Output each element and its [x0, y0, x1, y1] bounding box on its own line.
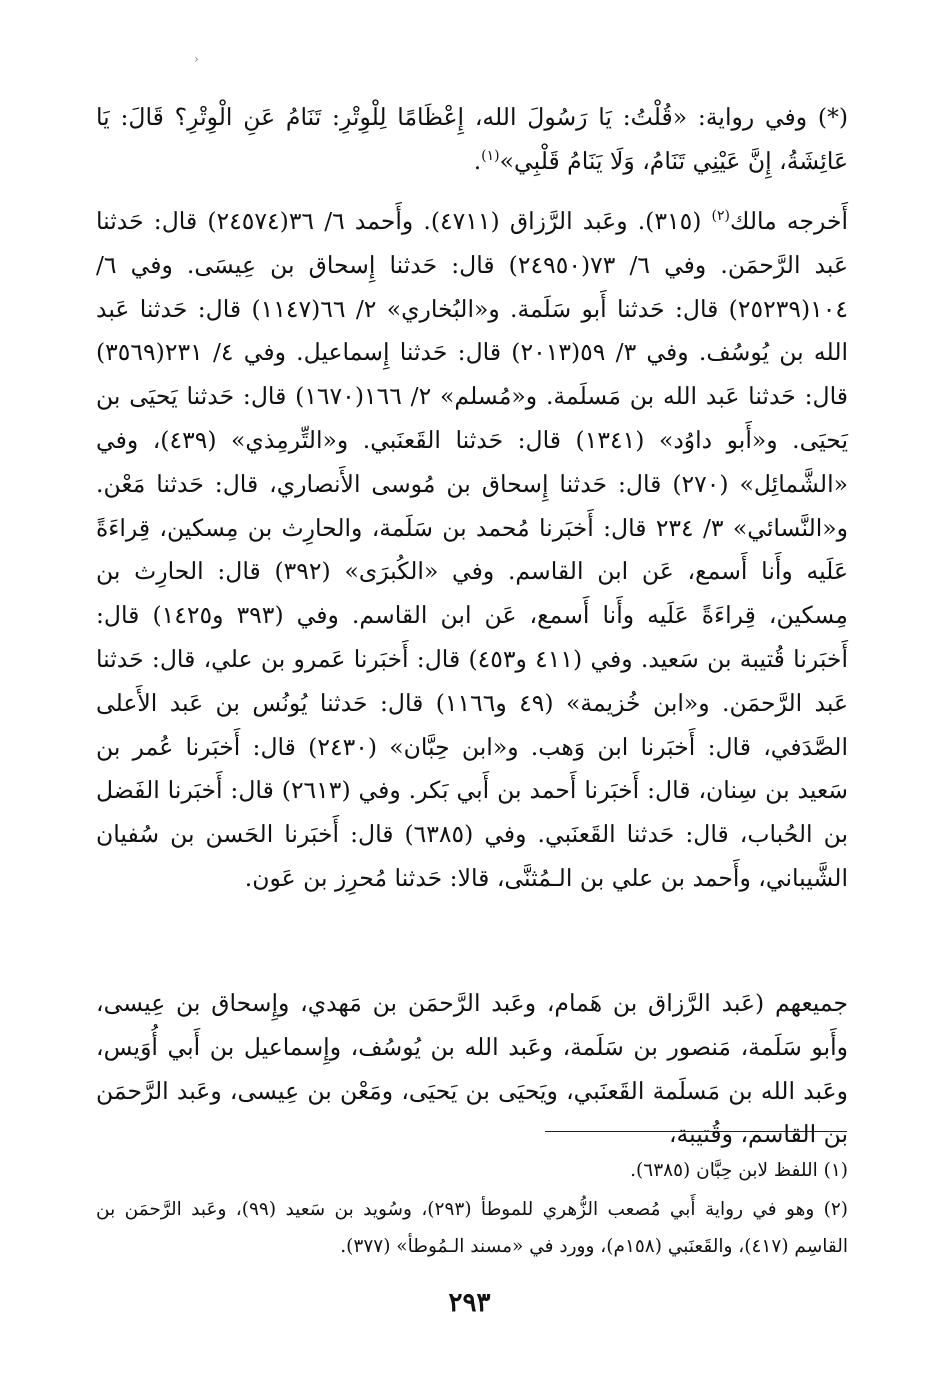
- footnote-2: (٢) وهو في رواية أَبي مُصعب الزُّهري للموطأ (٢٩٣)، وسُويد بن سَعيد (٩٩)، وعَبد الرَّحمَن بن القاسِم (٤١٧)، والقَعنَبي (١٥٨م)، وورد في «مسند الـمُوطأ» (٣٧٧).: [96, 1199, 848, 1257]
- hadith-variant-paragraph: (*) وفي رواية: «قُلْتُ: يَا رَسُولَ الله، إِعْظَامًا لِلْوِتْرِ: تَنَامُ عَنِ الْوِتْرِ؟ قَالَ: يَا عَائِشَةُ، إِنَّ عَيْنِي تَنَامُ، وَلَا يَنَامُ قَلْبِي»$^{(١)}$.: [96, 103, 848, 175]
- footnote-1: (١) اللفظ لابن حِبَّان (٦٣٨٥).: [630, 1160, 848, 1181]
- footnote-separator: [545, 1131, 847, 1132]
- takhrij-paragraph: [96, 200, 848, 901]
- narrators-text: جميعهم (عَبد الرَّزاق بن هَمام، وعَبد الرَّحمَن بن مَهدي، وإِسحاق بن عِيسى، وأَبو سَلَمة، مَنصور بن سَلَمة، وعَبد الله بن يُوسُف، وإِسماعيل بن أَبي أُوَيس، وعَبد الله بن مَسلَمة القَعنَبي، ويَحيَى بن يَحيَى، ومَعْن بن عِيسى، وعَبد الرَّحمَن بن القاسم، وقُتيبة،: [96, 989, 848, 1149]
- page-number: ٢٩٣: [448, 1288, 491, 1318]
- footnote-ref-2: (٢): [711, 208, 731, 225]
- hadith-variant-text: (*) وفي رواية: «قُلْتُ: يَا رَسُولَ الله، إِعْظَامًا لِلْوِتْرِ: تَنَامُ عَنِ الْوِتْرِ؟ قَالَ: يَا عَائِشَةُ، إِنَّ عَيْنِي تَنَامُ، وَلَا يَنَامُ قَلْبِي»: [96, 103, 848, 175]
- takhrij-text: (٣١٥). وعَبد الرَّزاق (٤٧١١). وأَحمد ٦/ ٣٦(٢٤٥٧٤) قال: حَدثنا عَبد الرَّحمَن. وفي ٦/ ٧٣(٢٤٩٥٠) قال: حَدثنا إِسحاق بن عِيسَى. وفي ٦/ ١٠٤(٢٥٢٣٩) قال: حَدثنا أَبو سَلَمة. و«البُخاري» ٢/ ٦٦(١١٤٧) قال: حَدثنا عَبد الله بن يُوسُف. وفي ٣/ ٥٩(٢٠١٣) قال: حَدثنا إِسماعيل. وفي ٤/ ٢٣١(٣٥٦٩) قال: حَدثنا عَبد الله بن مَسلَمة. و«مُسلم» ٢/ ١٦٦(١٦٧٠) قال: حَدثنا يَحيَى بن يَحيَى. و«أَبو داوُد» (١٣٤١) قال: حَدثنا القَعنَبي. و«التِّرمِذي» (٤٣٩)، وفي «الشَّمائِل» (٢٧٠) قال: حَدثنا إِسحاق بن مُوسى الأَنصاري، قال: حَدثنا مَعْن. و«النَّسائي» ٣/ ٢٣٤ قال: أَخبَرنا مُحمد بن سَلَمة، والحارِث بن مِسكين، قِراءَةً عَلَيه وأَنا أَسمع، عَن ابن القاسم. وفي «الكُبرَى» (٣٩٢) قال: الحارِث بن مِسكين، قِراءَةً عَلَيه وأَنا أَسمع، عَن ابن القاسم. وفي (٣٩٣ و١٤٢٥) قال: أَخبَرنا قُتيبة بن سَعيد. وفي (٤١١ و٤٥٣) قال: أَخبَرنا عَمرو بن علي، قال: حَدثنا عَبد الرَّحمَن. و«ابن خُزيمة» (٤٩ و١١٦٦) قال: حَدثنا يُونُس بن عَبد الأَعلى الصَّدَفي، قال: أَخبَرنا ابن وَهب. و«ابن حِبَّان» (٢٤٣٠) قال: أَخبَرنا عُمر بن سَعيد بن سِنان، قال: أَخبَرنا أَحمد بن أَبي بَكر. وفي (٢٦١٣) قال: أَخبَرنا الفَضل بن الحُباب، قال: حَدثنا القَعنَبي. وفي (٦٣٨٥) قال: أَخبَرنا الحَسن بن سُفيان الشَّيباني، وأَحمد بن علي بن الـمُثنَّى، قالا: حَدثنا مُحرِز بن عَون.: [96, 207, 849, 892]
- corner-mark: ‹: [194, 52, 199, 66]
- footnotes: [96, 1152, 848, 1267]
- takhrij-text-start: أَخرجه مالك: [730, 207, 849, 235]
- footnote-ref-1: (١): [481, 147, 500, 164]
